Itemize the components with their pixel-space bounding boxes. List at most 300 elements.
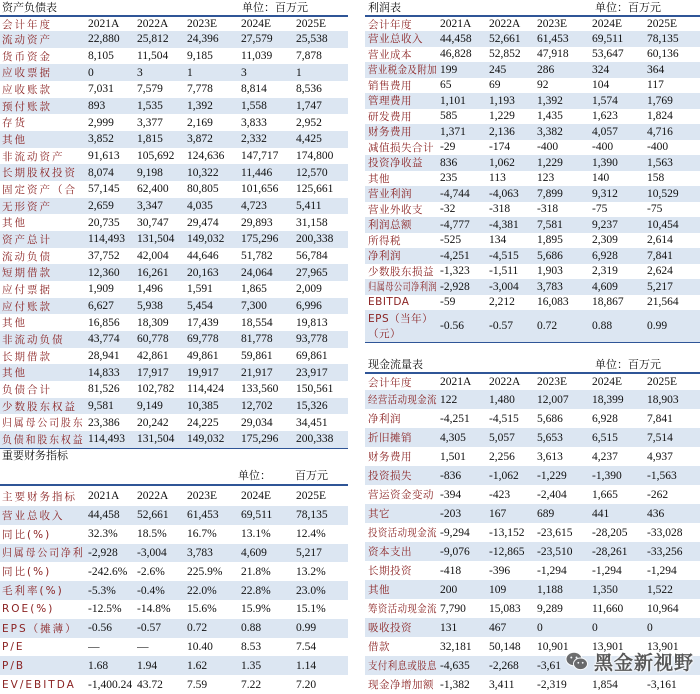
row-label-text: 借款 xyxy=(368,641,390,653)
value-2021a: -1,323 xyxy=(440,265,470,278)
row-label xyxy=(2,331,86,348)
value-2024e: 1,623 xyxy=(592,110,618,123)
row-label-text: 其它 xyxy=(368,508,390,520)
value-2022a: -12,865 xyxy=(489,545,525,558)
table-row xyxy=(365,409,700,428)
row-label xyxy=(368,409,438,428)
value-2025e: 8,536 xyxy=(296,83,322,96)
value-2025e: 10,454 xyxy=(647,218,679,231)
value-2024e: 6,515 xyxy=(592,431,618,444)
row-label xyxy=(2,98,86,115)
value-2021a: 122 xyxy=(440,393,458,406)
year-header: 2022A xyxy=(489,18,521,30)
key-indicators-title: 重要财务指标 xyxy=(2,449,68,462)
row-label xyxy=(2,214,86,231)
value-2021a: 836 xyxy=(440,156,458,169)
value-2024e: 11,446 xyxy=(241,166,273,179)
year-header: 2022A xyxy=(137,18,169,30)
table-row xyxy=(0,164,348,181)
row-label-text: 财务费用 xyxy=(368,126,412,139)
value-2023e: 47,918 xyxy=(537,48,569,61)
table-row xyxy=(365,504,700,523)
value-2025e: 23.0% xyxy=(296,584,326,597)
value-2025e: 1,769 xyxy=(647,94,673,107)
value-2024e: -28,205 xyxy=(592,526,628,539)
value-2025e: 15,326 xyxy=(296,400,328,413)
value-2024e: 6,928 xyxy=(592,412,618,425)
row-label-text: 短期借款 xyxy=(2,267,52,280)
row-label-text: 少数股东损益 xyxy=(368,265,434,278)
row-label-text: 其他 xyxy=(2,317,27,330)
row-label-text: 研发费用 xyxy=(368,110,412,123)
table-row xyxy=(365,561,700,580)
value-2025e: 2,624 xyxy=(647,265,673,278)
value-2021a: 65 xyxy=(440,79,452,92)
table-row xyxy=(365,171,700,187)
table-row xyxy=(365,109,700,125)
value-2023e: 1,591 xyxy=(187,283,213,296)
value-2025e: 2,614 xyxy=(647,234,673,247)
value-2022a: — xyxy=(137,640,149,653)
year-header: 2021A xyxy=(440,18,472,30)
value-2021a: 43,774 xyxy=(88,333,120,346)
value-2022a: 113 xyxy=(489,172,506,185)
table-row xyxy=(0,281,348,298)
value-2023e: 225.9% xyxy=(187,565,223,578)
value-2021a: 32.3% xyxy=(88,528,118,541)
row-label xyxy=(2,181,86,198)
row-label-text: 其他 xyxy=(2,133,27,146)
year-header: 2023E xyxy=(537,376,568,388)
row-label-text: 所得税 xyxy=(368,234,401,247)
value-2021a: 7,790 xyxy=(440,602,466,615)
value-2023e: 24,225 xyxy=(187,416,219,429)
cash-flow-title: 现金流量表 xyxy=(368,358,423,371)
value-2023e: 16.7% xyxy=(187,528,217,541)
value-2024e: 18,867 xyxy=(592,296,624,309)
value-2025e: 150,561 xyxy=(296,383,334,396)
value-2025e: 7,878 xyxy=(296,50,322,62)
value-2022a: -4,381 xyxy=(489,218,519,231)
value-2023e: 9,289 xyxy=(537,602,563,615)
value-2022a: 3,347 xyxy=(137,200,163,213)
value-2025e: 21,564 xyxy=(647,296,679,309)
row-label-text: 其他 xyxy=(368,172,390,185)
value-2025e: 2,952 xyxy=(296,116,322,129)
balance-sheet-title: 资产负债表 xyxy=(2,1,57,14)
value-2024e: 4,237 xyxy=(592,450,618,463)
row-label-text: 归属母公司股东 xyxy=(2,417,85,430)
value-2024e: 133,560 xyxy=(241,383,279,396)
value-2024e: 1,865 xyxy=(241,283,267,296)
row-label xyxy=(2,638,86,657)
table-row xyxy=(0,314,348,331)
value-2021a: 235 xyxy=(440,172,458,185)
row-label-text: 支付利息或股息 xyxy=(368,660,437,672)
unit-label: 单位：百万元 xyxy=(242,1,308,14)
year-header: 2025E xyxy=(296,18,327,30)
table-row xyxy=(0,48,348,65)
header-label xyxy=(368,17,438,31)
value-2024e: 15.9% xyxy=(241,603,271,616)
row-label-text: EPS（当年） xyxy=(368,313,434,325)
value-2023e: 24,396 xyxy=(187,33,219,46)
value-2022a: 167 xyxy=(489,507,507,520)
value-2025e: 93,778 xyxy=(296,333,328,346)
value-2024e: 4,609 xyxy=(592,280,618,293)
value-2022a: 5,938 xyxy=(137,300,163,313)
value-2024e: 0.88 xyxy=(241,622,262,635)
value-2021a: -4,744 xyxy=(440,187,470,200)
value-2024e: 11,660 xyxy=(592,602,624,615)
value-2025e: 78,135 xyxy=(296,509,328,522)
table-row xyxy=(0,64,348,81)
table-row xyxy=(365,295,700,311)
value-2025e: -75 xyxy=(647,203,663,216)
value-2022a: -3,004 xyxy=(137,546,167,559)
value-2022a: 9,149 xyxy=(137,400,163,413)
value-2022a: -4,063 xyxy=(489,187,519,200)
value-2023e: 1,392 xyxy=(537,94,563,107)
value-2024e: 7.22 xyxy=(241,678,262,691)
value-2021a: 200 xyxy=(440,583,458,596)
row-label-text: 无形资产 xyxy=(2,200,52,213)
value-2022a: 3,411 xyxy=(489,678,515,691)
value-2021a: -0.56 xyxy=(88,622,112,635)
row-label-text: 投资活动现金流 xyxy=(368,527,437,539)
table-row xyxy=(365,485,700,504)
value-2025e: 5,217 xyxy=(647,280,673,293)
row-label xyxy=(2,656,86,675)
table-row xyxy=(0,506,348,525)
balance-sheet-table xyxy=(0,17,348,449)
row-label xyxy=(2,581,86,600)
row-label xyxy=(368,233,438,249)
value-2022a: 245 xyxy=(489,63,507,76)
value-2025e: 12,570 xyxy=(296,166,328,179)
row-label-text: 长期借款 xyxy=(2,350,52,363)
value-2022a: 2,136 xyxy=(489,125,515,138)
value-2024e: 24,064 xyxy=(241,266,273,279)
value-2022a: 1,480 xyxy=(489,393,515,406)
value-2023e: 7,899 xyxy=(537,187,563,200)
value-2022a: 467 xyxy=(489,621,507,634)
row-label-text: 归属母公司净利 xyxy=(2,547,85,560)
year-header: 2024E xyxy=(592,376,623,388)
value-2024e: 175,296 xyxy=(241,433,279,446)
value-2022a: 2,256 xyxy=(489,450,515,463)
row-label-text: 应收账款 xyxy=(2,83,52,96)
value-2024e: 8,814 xyxy=(241,83,267,96)
year-header: 2023E xyxy=(187,18,218,30)
row-label xyxy=(368,580,438,599)
year-header: 2023E xyxy=(187,490,218,502)
value-2021a: -1,382 xyxy=(440,678,470,691)
value-2021a: 1,101 xyxy=(440,94,466,107)
value-2022a: 131,504 xyxy=(137,233,175,246)
row-label xyxy=(368,447,438,466)
table-row xyxy=(0,581,348,600)
row-label-text: 流动资产 xyxy=(2,33,52,46)
year-header: 2021A xyxy=(88,18,120,30)
value-2022a: 3 xyxy=(137,66,143,79)
row-label xyxy=(368,264,438,280)
value-2021a: 1,371 xyxy=(440,125,466,138)
value-2021a: 37,752 xyxy=(88,250,120,263)
header-label-text: 会计年度 xyxy=(2,18,52,31)
table-row xyxy=(365,140,700,156)
table-row xyxy=(0,562,348,581)
row-label xyxy=(368,124,438,140)
value-2024e: 13,901 xyxy=(592,640,624,653)
row-label xyxy=(2,114,86,131)
value-2024e: 13.1% xyxy=(241,528,271,541)
value-2023e: -2,319 xyxy=(537,678,567,691)
table-row xyxy=(365,580,700,599)
value-2022a: 1,229 xyxy=(489,110,515,123)
table-row xyxy=(0,600,348,619)
value-2024e: 81,778 xyxy=(241,333,273,346)
value-2025e: 200,338 xyxy=(296,433,334,446)
value-2025e: 1,522 xyxy=(647,583,673,596)
value-2021a: 28,941 xyxy=(88,350,120,363)
row-label xyxy=(368,217,438,233)
value-2024e: 3 xyxy=(241,66,247,79)
table-row xyxy=(365,447,700,466)
value-2023e: 149,032 xyxy=(187,433,225,446)
value-2024e: 441 xyxy=(592,507,610,520)
row-label-text: 营业税金及附加 xyxy=(368,64,437,77)
value-2021a: 6,627 xyxy=(88,300,114,313)
table-row xyxy=(0,525,348,544)
value-2022a: 1,815 xyxy=(137,133,163,146)
row-label-text: 折旧摊销 xyxy=(368,432,412,444)
row-label xyxy=(368,248,438,264)
unit-label: 单位：百万元 xyxy=(595,358,661,371)
value-2023e: 4,035 xyxy=(187,200,213,213)
value-2023e: 3,783 xyxy=(537,280,563,293)
balance-sheet-titlebar xyxy=(0,0,348,17)
value-2022a: 9,198 xyxy=(137,166,163,179)
row-label-text: 净利润 xyxy=(368,413,401,425)
table-row xyxy=(0,298,348,315)
row-label-text: 非流动负债 xyxy=(2,333,65,346)
value-2021a: 2,659 xyxy=(88,200,114,213)
value-2024e: 1,665 xyxy=(592,488,618,501)
value-2022a: 62,400 xyxy=(137,183,169,196)
value-2021a: -203 xyxy=(440,507,462,520)
value-2023e: 1,435 xyxy=(537,110,563,123)
row-label xyxy=(368,466,438,485)
value-2023e: 5,686 xyxy=(537,412,563,425)
row-label xyxy=(368,310,438,342)
value-2023e: 80,805 xyxy=(187,183,219,196)
value-2024e: 4,057 xyxy=(592,125,618,138)
value-2021a: 0 xyxy=(88,66,94,79)
row-label-text: （元） xyxy=(368,328,401,340)
value-2025e: 10,529 xyxy=(647,187,679,200)
value-2023e: 49,861 xyxy=(187,350,219,363)
value-2022a: 11,504 xyxy=(137,50,169,62)
value-2021a: -32 xyxy=(440,203,456,216)
value-2022a: 102,782 xyxy=(137,383,175,396)
value-2023e: 123 xyxy=(537,172,555,185)
table-row xyxy=(0,98,348,115)
row-label-text: 长期投资 xyxy=(368,565,412,577)
value-2021a: 22,880 xyxy=(88,33,120,46)
value-2025e: 56,784 xyxy=(296,250,328,263)
row-label xyxy=(368,279,438,295)
table-row xyxy=(365,217,700,233)
row-label-text: 货币资金 xyxy=(2,50,52,63)
value-2021a: -1,400.24 xyxy=(88,678,133,691)
row-label xyxy=(2,64,86,81)
value-2022a: 18.5% xyxy=(137,528,167,541)
key-indicators-panel xyxy=(0,448,348,694)
value-2025e: 7,514 xyxy=(647,431,673,444)
value-2021a: 91,613 xyxy=(88,150,120,163)
value-2021a: 57,145 xyxy=(88,183,120,196)
value-2021a: 1.68 xyxy=(88,659,109,672)
row-label-text: 少数股东权益 xyxy=(2,400,77,413)
value-2024e: 21.8% xyxy=(241,565,271,578)
table-row xyxy=(0,131,348,148)
value-2021a: 114,493 xyxy=(88,233,125,246)
value-2024e: 1,854 xyxy=(592,678,618,691)
header-row xyxy=(365,17,700,31)
table-row xyxy=(0,181,348,198)
value-2025e: 60,136 xyxy=(647,48,679,61)
value-2021a: -525 xyxy=(440,234,462,247)
row-label xyxy=(2,544,86,563)
value-2022a: 1,535 xyxy=(137,100,163,113)
value-2025e: 4,937 xyxy=(647,450,673,463)
value-2025e: 1,824 xyxy=(647,110,673,123)
table-row xyxy=(0,114,348,131)
value-2021a: 2,999 xyxy=(88,116,114,129)
value-2025e: 125,661 xyxy=(296,183,334,196)
row-label-text: 应付票据 xyxy=(2,283,52,296)
cash-flow-panel xyxy=(365,357,700,694)
row-label-text: 毛利率(%) xyxy=(2,585,64,598)
table-row xyxy=(365,31,700,47)
value-2023e: 0 xyxy=(537,621,543,634)
year-header: 2021A xyxy=(440,376,472,388)
value-2024e: 18,554 xyxy=(241,316,273,329)
value-2025e: 1.14 xyxy=(296,659,317,672)
table-row xyxy=(0,198,348,215)
row-label xyxy=(368,504,438,523)
value-2022a: 2,212 xyxy=(489,296,515,309)
table-row xyxy=(0,231,348,248)
value-2024e: 3,833 xyxy=(241,116,267,129)
value-2024e: 104 xyxy=(592,79,610,92)
row-label-text: 同比(%) xyxy=(2,566,52,579)
table-row xyxy=(0,248,348,265)
row-label xyxy=(2,364,86,381)
value-2025e: 200,338 xyxy=(296,233,334,246)
year-header: 2024E xyxy=(592,18,623,30)
value-2021a: 585 xyxy=(440,110,458,123)
row-label xyxy=(2,31,86,48)
value-2024e: -1,294 xyxy=(592,564,622,577)
value-2025e: 174,800 xyxy=(296,150,334,163)
value-2021a: 9,581 xyxy=(88,400,114,413)
table-row xyxy=(0,214,348,231)
value-2024e: -400 xyxy=(592,141,614,154)
value-2022a: -0.57 xyxy=(137,622,161,635)
value-2021a: — xyxy=(88,640,100,653)
value-2025e: 4,716 xyxy=(647,125,673,138)
row-label-text: ROE(%) xyxy=(2,603,55,616)
value-2023e: 3,783 xyxy=(187,546,213,559)
table-row xyxy=(365,466,700,485)
value-2021a: 46,828 xyxy=(440,48,472,61)
value-2025e: 34,451 xyxy=(296,416,328,429)
value-2023e: 15.6% xyxy=(187,603,217,616)
row-label xyxy=(368,656,438,675)
value-2022a: 52,661 xyxy=(489,32,521,45)
row-label xyxy=(2,81,86,98)
row-label xyxy=(2,314,86,331)
value-2024e: 1,350 xyxy=(592,583,618,596)
value-2021a: -4,777 xyxy=(440,218,470,231)
row-label xyxy=(2,414,86,431)
row-label-text: 负债和股东权益 xyxy=(2,433,85,446)
value-2022a: 1,193 xyxy=(489,94,515,107)
table-row xyxy=(365,264,700,280)
table-row xyxy=(365,523,700,542)
table-row xyxy=(365,618,700,637)
value-2025e: 7.20 xyxy=(296,678,317,691)
value-2022a: -1,511 xyxy=(489,265,519,278)
value-2023e: 1 xyxy=(187,66,193,79)
value-2021a: -5.3% xyxy=(88,584,116,597)
table-row xyxy=(0,348,348,365)
value-2023e: 10,322 xyxy=(187,166,219,179)
value-2023e: -23,510 xyxy=(537,545,573,558)
value-2021a: 8,105 xyxy=(88,50,114,62)
value-2022a: -423 xyxy=(489,488,511,501)
value-2022a: 1,496 xyxy=(137,283,163,296)
row-label-text: 长期股权投资 xyxy=(2,167,77,180)
row-label xyxy=(2,675,86,694)
value-2024e: 0.88 xyxy=(592,320,613,332)
watermark xyxy=(565,648,700,674)
year-header: 2025E xyxy=(647,376,678,388)
value-2021a: -242.6% xyxy=(88,565,128,578)
value-2025e: 13.2% xyxy=(296,565,326,578)
table-row xyxy=(365,310,700,342)
value-2025e: 1 xyxy=(296,66,302,79)
table-row xyxy=(365,62,700,78)
value-2022a: 134 xyxy=(489,234,507,247)
value-2023e: 5,686 xyxy=(537,249,563,262)
row-label xyxy=(2,248,86,265)
row-label xyxy=(368,542,438,561)
value-2022a: 43.72 xyxy=(137,678,163,691)
value-2024e: 12,702 xyxy=(241,400,273,413)
value-2022a: 3,377 xyxy=(137,116,163,129)
row-label xyxy=(368,109,438,125)
value-2025e: 0.99 xyxy=(647,320,668,332)
value-2022a: -2.6% xyxy=(137,565,165,578)
value-2024e: 147,717 xyxy=(241,150,279,163)
row-label xyxy=(368,390,438,409)
value-2021a: 12,360 xyxy=(88,266,120,279)
row-label-text: 经营活动现金流 xyxy=(368,394,437,406)
row-label xyxy=(2,198,86,215)
